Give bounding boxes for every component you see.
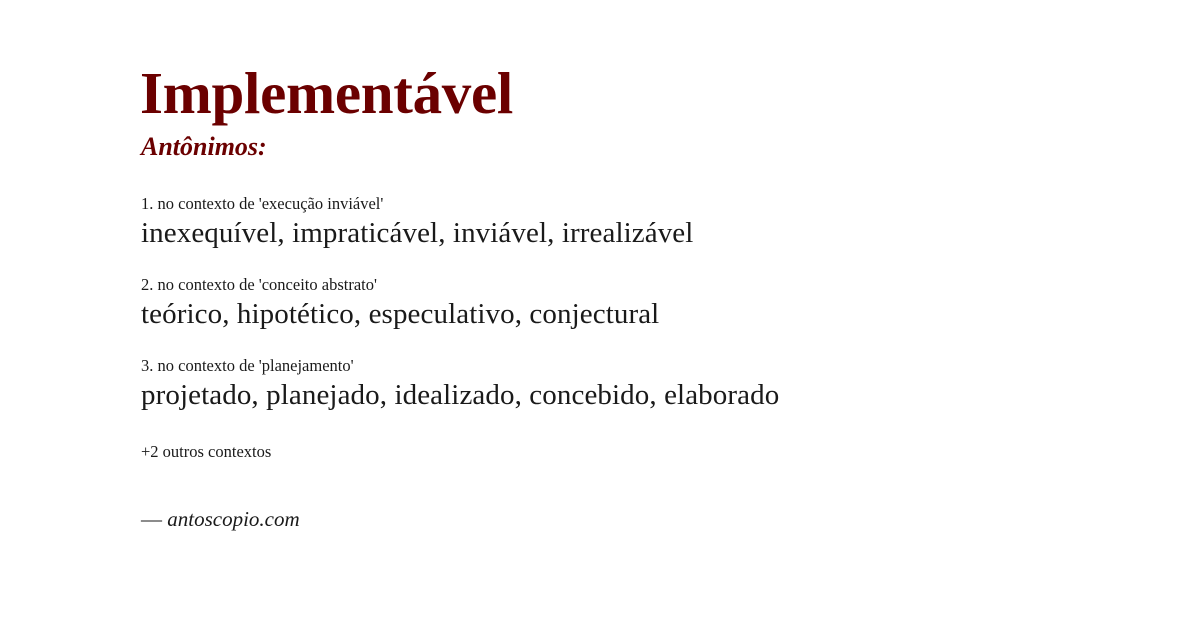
- sense-words: teórico, hipotético, especulativo, conjectural: [141, 298, 660, 331]
- more-contexts-note: +2 outros contextos: [141, 441, 272, 461]
- section-label: Antônimos:: [141, 132, 267, 161]
- sense-number: 1.: [141, 193, 154, 213]
- sense-context: [141, 194, 1060, 214]
- page-title: Implementável: [140, 60, 513, 126]
- sense-list: [140, 194, 1060, 414]
- list-item: [140, 194, 1060, 252]
- sense-words: inexequível, impraticável, inviável, irrealizável: [141, 217, 694, 250]
- source-name: antoscopio.com: [167, 506, 300, 531]
- sense-context: [141, 275, 1060, 295]
- source-attribution: [141, 507, 1060, 532]
- list-item: [140, 275, 1060, 333]
- sense-number: 2.: [141, 274, 154, 294]
- sense-context: [141, 356, 1060, 376]
- sense-context-text: no contexto de 'conceito abstrato': [157, 274, 377, 294]
- em-dash-icon: —: [141, 506, 162, 531]
- sense-words: projetado, planejado, idealizado, concebido, elaborado: [141, 379, 780, 412]
- sense-context-text: no contexto de 'planejamento': [157, 355, 354, 375]
- list-item: [140, 356, 1060, 414]
- sense-number: 3.: [141, 355, 154, 375]
- sense-context-text: no contexto de 'execução inviável': [157, 193, 384, 213]
